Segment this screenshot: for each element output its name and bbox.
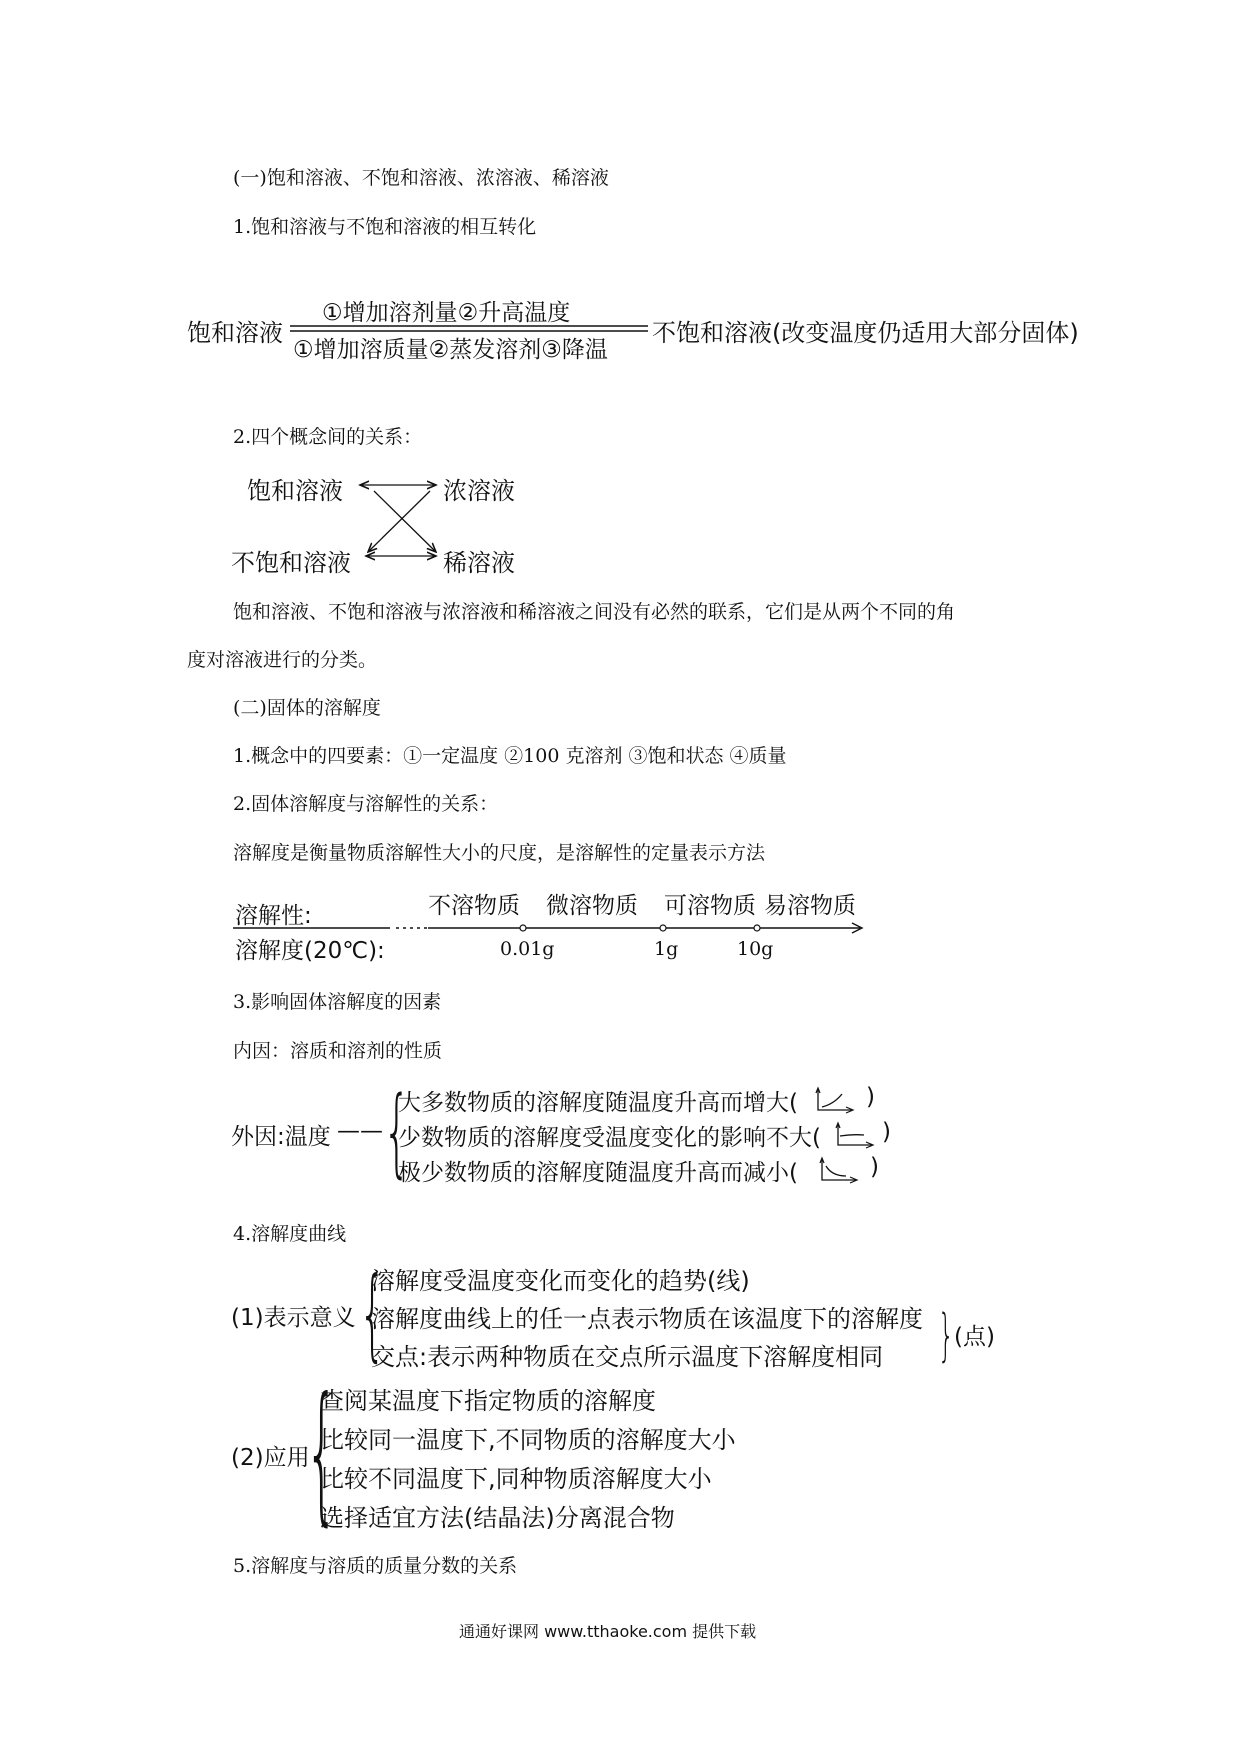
external-close-2: ) xyxy=(882,1119,891,1145)
scale-category-very-soluble: 易溶物质 xyxy=(764,893,856,919)
application-item-compare-diff-temp: 比较不同温度下,同种物质溶解度大小 xyxy=(320,1465,712,1493)
internal-factor: 内因：溶质和溶剂的性质 xyxy=(233,1040,443,1062)
application-label: (2)应用 xyxy=(231,1445,310,1471)
application-brace: { xyxy=(305,1366,339,1540)
scale-tick-1g: 1g xyxy=(654,938,679,960)
item-3-factors: 3.影响固体溶解度的因素 xyxy=(233,991,442,1013)
footer-credit: 通通好课网 www.tthaoke.com 提供下载 xyxy=(459,1622,757,1641)
meaning-item-intersection: 交点:表示两种物质在交点所示温度下溶解度相同 xyxy=(371,1343,884,1371)
meaning-right-brace: } xyxy=(938,1303,955,1368)
relation-dilute: 稀溶液 xyxy=(443,549,515,577)
item-2-title: 2.四个概念间的关系： xyxy=(233,426,423,448)
scale-category-slightly-soluble: 微溶物质 xyxy=(546,893,638,919)
paragraph-line-1: 饱和溶液、不饱和溶液与浓溶液和稀溶液之间没有必然的联系，它们是从两个不同的角 xyxy=(233,601,956,623)
external-close-1: ) xyxy=(866,1084,875,1110)
item-2-solubility: 2.固体溶解度与溶解性的关系： xyxy=(233,793,499,815)
meaning-label: (1)表示意义 xyxy=(231,1305,356,1331)
meaning-point-label: (点) xyxy=(954,1324,995,1350)
application-item-lookup: 查阅某温度下指定物质的溶解度 xyxy=(320,1387,656,1415)
paragraph-line-2: 度对溶液进行的分类。 xyxy=(187,649,378,671)
scale-category-insoluble: 不溶物质 xyxy=(428,893,520,919)
external-item-decrease: 极少数物质的溶解度随温度升高而减小( xyxy=(398,1160,798,1186)
scale-tick-0.01g: 0.01g xyxy=(500,938,555,960)
section-heading-2: (二)固体的溶解度 xyxy=(233,697,381,719)
scale-label-degree: 溶解度(20℃): xyxy=(235,938,385,964)
conversion-left: 饱和溶液 xyxy=(187,319,283,347)
relation-saturated: 饱和溶液 xyxy=(247,477,343,505)
increasing-curve-icon xyxy=(816,1088,853,1113)
scale-category-soluble: 可溶物质 xyxy=(664,893,756,919)
relation-unsaturated: 不饱和溶液 xyxy=(231,549,351,577)
external-close-3: ) xyxy=(870,1154,879,1180)
external-brace: { xyxy=(383,1076,411,1188)
conversion-top-condition: ①增加溶剂量②升高温度 xyxy=(322,300,571,326)
scale-label-solubility: 溶解性: xyxy=(235,903,312,929)
external-item-flat: 少数物质的溶解度受温度变化的影响不大( xyxy=(398,1125,821,1151)
conversion-bottom-condition: ①增加溶质量②蒸发溶剂③降温 xyxy=(293,337,608,363)
flat-curve-icon xyxy=(836,1123,873,1148)
item-1-title: 1.饱和溶液与不饱和溶液的相互转化 xyxy=(233,216,537,238)
application-item-separation: 选择适宜方法(结晶法)分离混合物 xyxy=(320,1504,675,1532)
meaning-brace: { xyxy=(359,1255,386,1372)
meaning-item-point: 溶解度曲线上的任一点表示物质在该温度下的溶解度 xyxy=(371,1305,923,1333)
relation-concentrated: 浓溶液 xyxy=(443,477,515,505)
solubility-description: 溶解度是衡量物质溶解性大小的尺度，是溶解性的定量表示方法 xyxy=(233,842,766,864)
four-elements: 1.概念中的四要素：①一定温度 ②100 克溶剂 ③饱和状态 ④质量 xyxy=(233,745,787,767)
application-item-compare-same-temp: 比较同一温度下,不同物质的溶解度大小 xyxy=(320,1426,736,1454)
section-heading-1: (一)饱和溶液、不饱和溶液、浓溶液、稀溶液 xyxy=(233,167,609,189)
external-dash: —— xyxy=(337,1118,383,1144)
decreasing-curve-icon xyxy=(820,1158,857,1183)
scale-tick-10g: 10g xyxy=(737,938,774,960)
external-label: 外因:温度 xyxy=(231,1124,331,1150)
item-5-relation: 5.溶解度与溶质的质量分数的关系 xyxy=(233,1555,518,1577)
meaning-item-trend: 溶解度受温度变化而变化的趋势(线) xyxy=(371,1267,750,1295)
conversion-right: 不饱和溶液(改变温度仍适用大部分固体) xyxy=(652,319,1079,347)
external-item-increase: 大多数物质的溶解度随温度升高而增大( xyxy=(398,1090,798,1116)
item-4-curve: 4.溶解度曲线 xyxy=(233,1223,347,1245)
